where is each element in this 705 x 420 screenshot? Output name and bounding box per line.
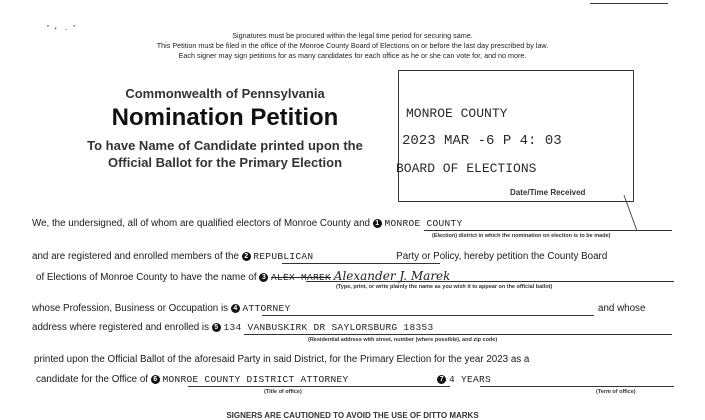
scan-artifact-line — [590, 3, 668, 4]
scan-artifact: ⠁⠂ · ⠁ — [46, 24, 80, 34]
row-occupation-text: whose Profession, Business or Occupation is — [32, 303, 229, 314]
stamp-board: BOARD OF ELECTIONS — [396, 161, 537, 176]
struck-name: ALEX MAREK — [271, 272, 332, 283]
office-value: MONROE COUNTY DISTRICT ATTORNEY — [162, 374, 349, 385]
occupation-underline — [262, 315, 594, 316]
instruction-line-3: Each signer may sign petitions for as many candidates for each office as he or she can vote for, and no more. — [178, 51, 527, 60]
row-occupation — [32, 303, 291, 314]
row-address — [32, 322, 434, 333]
name-underline — [306, 281, 674, 282]
field-number-4: 4 — [231, 304, 240, 313]
pen-mark — [623, 195, 651, 231]
name-caption: (Type, print, or write plainly the name as you wish it to appear on the official ballot) — [336, 284, 553, 290]
office-underline — [188, 386, 450, 387]
instruction-line-1: Signatures must be procured within the legal time period for securing same. — [232, 31, 473, 40]
term-value: 4 YEARS — [448, 374, 491, 385]
address-underline — [244, 334, 672, 335]
row-office-text: candidate for the Office of — [36, 374, 149, 385]
date-time-received-label: Date/Time Received — [510, 188, 586, 197]
row-district-text: We, the undersigned, all of whom are qualified electors of Monroe County and — [32, 218, 371, 229]
party-value: REPUBLICAN — [253, 251, 314, 262]
commonwealth-heading: Commonwealth of Pennsylvania — [125, 86, 325, 101]
field-number-6: 6 — [151, 375, 160, 384]
field-number-5: 5 — [212, 323, 221, 332]
row-district — [32, 218, 463, 229]
row-address-text: address where registered and enrolled is — [32, 322, 209, 333]
district-underline — [424, 230, 672, 231]
address-caption: (Residential address with street, number (where possible), and zip code) — [308, 337, 498, 343]
ditto-marks-warning: SIGNERS ARE CAUTIONED TO AVOID THE USE OF DITTO MARKS — [226, 411, 479, 420]
party-underline — [282, 263, 440, 264]
field-number-3: 3 — [259, 273, 268, 282]
term-caption: (Term of office) — [596, 389, 636, 395]
row-name-text: of Elections of Monroe County to have the name of — [36, 272, 257, 283]
subtitle-line-1: To have Name of Candidate printed upon the — [87, 138, 363, 153]
stamp-date-time: 2023 MAR -6 P 4: 03 — [402, 133, 562, 149]
row-party — [32, 251, 607, 262]
handwritten-name: Alexander J. Marek — [333, 269, 451, 283]
occupation-after: and whose — [598, 303, 646, 314]
row-office — [36, 374, 491, 385]
row-party-text: and are registered and enrolled members of the — [32, 251, 239, 262]
instruction-line-2: This Petition must be filed in the office of the Monroe County Board of Elections on or before the last day prescribed by law. — [156, 41, 549, 50]
district-value: MONROE COUNTY — [384, 218, 463, 229]
field-number-7: 7 — [437, 375, 446, 384]
occupation-value: ATTORNEY — [242, 303, 291, 314]
row-ballot-text: printed upon the Official Ballot of the aforesaid Party in said District, for the Primary Election for the year 2023 as a — [34, 354, 530, 365]
address-value: 134 VANBUSKIRK DR SAYLORSBURG 18353 — [223, 322, 434, 333]
subtitle-line-2: Official Ballot for the Primary Election — [107, 155, 343, 170]
field-number-2: 2 — [242, 252, 251, 261]
stamp-county: MONROE COUNTY — [406, 106, 508, 121]
district-caption: (Election) district in which the nomination on election is to be made) — [432, 233, 611, 239]
field-number-1: 1 — [373, 219, 382, 228]
office-caption: (Title of office) — [264, 389, 302, 395]
term-underline — [480, 386, 674, 387]
row-party-after: Party or Policy, hereby petition the County Board — [396, 251, 608, 262]
page-title: Nomination Petition — [111, 104, 339, 131]
